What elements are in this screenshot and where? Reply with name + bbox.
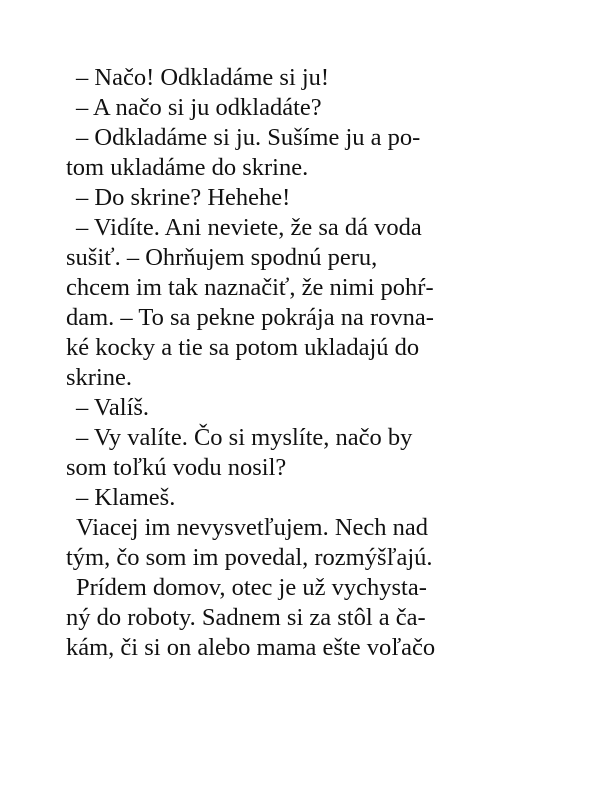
- text-line: – Valíš.: [76, 394, 150, 421]
- text-line: tom ukladáme do skrine.: [66, 154, 309, 181]
- text-line: tým, čo som im povedal, rozmýšľajú.: [66, 544, 433, 571]
- page-text: [66, 63, 506, 663]
- text-line: sušiť. – Ohrňujem spodnú peru,: [66, 244, 378, 271]
- text-line: Prídem domov, otec je už vychysta-: [76, 574, 427, 601]
- text-line: – Načo! Odkladáme si ju!: [76, 64, 330, 91]
- text-line: – Vy valíte. Čo si myslíte, načo by: [76, 424, 413, 451]
- text-line: – Odkladáme si ju. Sušíme ju a po-: [76, 124, 421, 151]
- text-line: dam. – To sa pekne pokrája na rovna-: [66, 304, 434, 331]
- text-line: kám, či si on alebo mama ešte voľačo: [66, 634, 436, 661]
- text-line: ké kocky a tie sa potom ukladajú do: [66, 334, 420, 361]
- text-line: – Klameš.: [76, 484, 176, 511]
- text-line: – Do skrine? Hehehe!: [76, 184, 291, 211]
- text-line: chcem im tak naznačiť, že nimi pohŕ-: [66, 274, 434, 301]
- text-line: – Vidíte. Ani neviete, že sa dá voda: [76, 214, 422, 241]
- text-line: skrine.: [66, 364, 132, 391]
- text-line: Viacej im nevysvetľujem. Nech nad: [76, 514, 429, 541]
- text-line: – A načo si ju odkladáte?: [76, 94, 322, 121]
- text-line: som toľkú vodu nosil?: [66, 454, 287, 481]
- text-line: ný do roboty. Sadnem si za stôl a ča-: [66, 604, 426, 631]
